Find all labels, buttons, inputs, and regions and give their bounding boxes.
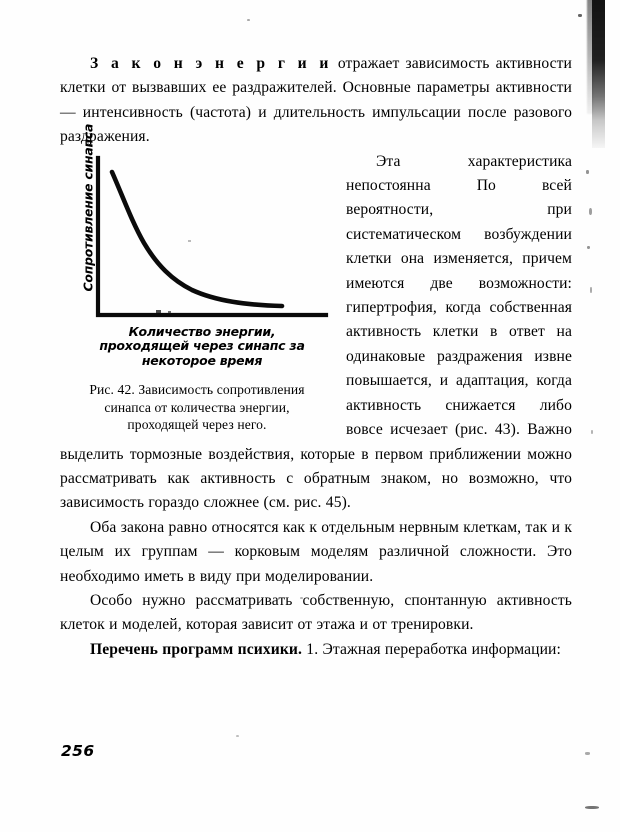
- heading-program-list: Перечень программ психики.: [90, 640, 302, 658]
- chart-curve: [112, 172, 282, 306]
- page-number: 256: [61, 742, 95, 760]
- scan-speck: [585, 806, 599, 809]
- scan-speck: [585, 752, 590, 755]
- paragraph-law-of-energy: [60, 52, 572, 150]
- paragraph-law-of-energy-rest: отражает зависимость активности клетки от вызвавших ее раздражителей. Основные параметры активности — интенсивность (частота) и длительность импульсации после разового раздражения.: [60, 55, 572, 146]
- paragraph-program-list: [60, 638, 572, 662]
- scan-speck: [590, 287, 592, 293]
- figure-42: [60, 123, 332, 433]
- paragraph-spontaneous-activity: Особо нужно рассматривать собственную, спонтанную активность клеток и моделей, которая зависит от этажа и от тренировки.: [60, 591, 572, 634]
- scan-speck: [236, 735, 239, 737]
- scan-speck: [591, 430, 593, 434]
- scan-speck: [578, 14, 582, 17]
- paragraph-characteristic: Эта характеристика непостоянна По всей вероятности, при систематическом возбуждении клетки она изменяется, причем имеются две возможности: гипертрофия, когда собственная активность клетки в ответ на одинаковые раздражения извне повышается, и адаптация, когда активность снижается либо вовсе исчезает (рис. 43). Важно выделить тормозные воздействия, которые в первом приближении можно рассматривать как активность с обратным знаком, но возможно, что зависимость гораздо сложнее (см. рис. 45).: [60, 152, 572, 512]
- chart-x-axis-label: Количество энергии, проходящей через синапс за некоторое время: [99, 323, 305, 368]
- term-law-of-energy: З а к о н э н е р г и и: [90, 55, 332, 72]
- chart-y-axis-label: Сопротивление синапса: [80, 123, 96, 292]
- scan-speck: [589, 208, 592, 215]
- paragraph-both-laws: Оба закона равно относятся как к отдельным нервным клеткам, так и к целым их группам — корковым моделям различной сложности. Это необходимо иметь в виду при моделировании.: [60, 518, 572, 585]
- paragraph-program-list-rest: 1. Этажная переработка информации:: [302, 640, 561, 658]
- chart-svg: [60, 152, 332, 324]
- scan-edge-artifact: [592, 0, 605, 148]
- scan-speck: [586, 170, 589, 174]
- chart-axes: [98, 158, 326, 315]
- scan-speck: [587, 246, 590, 249]
- chart-synapse-resistance: [60, 123, 332, 324]
- page-text-column: [60, 52, 572, 662]
- scan-speck: [247, 19, 250, 21]
- figure-caption: Рис. 42. Зависимость сопротивления синапса от количества энергии, проходящей через него.: [89, 382, 305, 432]
